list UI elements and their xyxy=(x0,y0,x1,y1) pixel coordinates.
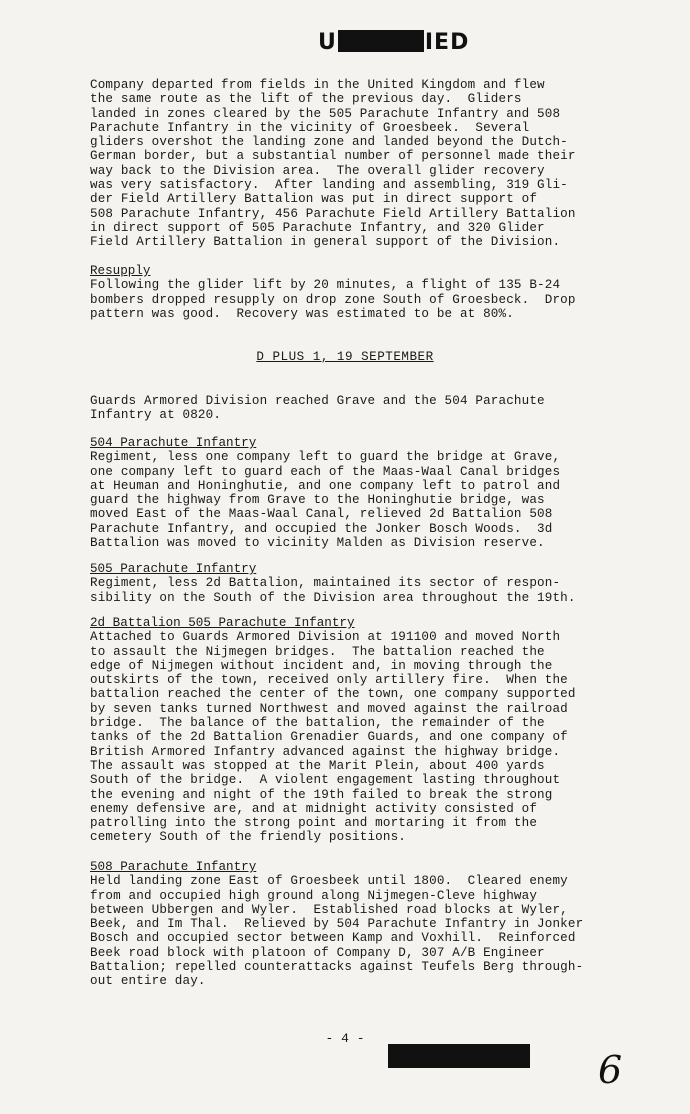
pi508-section: 508 Parachute Infantry Held landing zone East of Groesbeek until 1800. Cleared enemy from and occupied high ground along Nijmegen-Cleve highway between Ubbergen and Wyler. Established road blocks at Wyler, Beek, and Im Thal. Relieved by 504 Parachute Infantry in Jonker Bosch and occupied sector between Kamp and Voxhill. Reinforced Beek road block with platoon of Company D, 307 A/B Engineer Battalion; repelled counterattacks against Teufels Berg through- out entire day. xyxy=(90,860,630,989)
pi505-section: 505 Parachute Infantry Regiment, less 2d Battalion, maintained its sector of respon- sibility on the South of the Division area throughout the 19th. xyxy=(90,562,630,605)
intro-paragraph: Company departed from fields in the United Kingdom and flew the same route as the lift of the previous day. Gliders landed in zones cleared by the 505 Parachute Infantry and 508 Parachute Infantry in the vicinity of Groesbeek. Several gliders overshot the landing zone and landed beyond the Dutch- German border, but a substantial number of personnel made their way back to the Division area. The overall glider recovery was very satisfactory. After landing and assembling, 319 Gli- der Field Artillery Battalion was put in direct support of 508 Parachute Infantry, 456 Parachute Field Artillery Battalion in direct support of 505 Parachute Infantry, and 320 Glider Field Artillery Battalion in general support of the Division. xyxy=(90,78,576,250)
day-heading: D PLUS 1, 19 SEPTEMBER xyxy=(256,350,434,364)
page-number: - 4 - xyxy=(325,1031,365,1046)
section-heading: 508 Parachute Infantry xyxy=(90,860,257,874)
section-heading: 2d Battalion 505 Parachute Infantry xyxy=(90,616,355,630)
guards-paragraph: Guards Armored Division reached Grave and the 504 Parachute Infantry at 0820. xyxy=(90,394,545,423)
section-heading: Resupply xyxy=(90,264,151,278)
bn2-section: 2d Battalion 505 Parachute Infantry Attached to Guards Armored Division at 191100 and moved North to assault the Nijmegen bridges. The battalion reached the edge of Nijmegen without incident and, in moving through the outskirts of the town, received only artillery fire. When the battalion reached the center of the town, one company supported by seven tanks turned Northwest and moved against the railroad bridge. The balance of the battalion, the remainder of the tanks of the 2d Battalion Grenadier Guards, and one company of British Armored Infantry advanced against the highway bridge. The assault was stopped at the Marit Plein, about 400 yards South of the bridge. A violent engagement lasting throughout the evening and night of the 19th failed to break the strong enemy defensive are, and at midnight activity consisted of patrolling into the strong point and mortaring it from the cemetery South of the friendly positions. xyxy=(90,616,630,845)
handwritten-page-number: 6 xyxy=(598,1048,623,1092)
section-heading: 504 Parachute Infantry xyxy=(90,436,257,450)
stamp-redaction xyxy=(338,30,424,52)
section-heading: 505 Parachute Infantry xyxy=(90,562,257,576)
classification-stamp: U IED xyxy=(318,30,470,55)
resupply-section: Resupply Following the glider lift by 20 minutes, a flight of 135 B-24 bombers dropped resupply on drop zone South of Groesbeck. Drop pattern was good. Recovery was estimated to be at 80%. xyxy=(90,264,630,321)
redaction-bar xyxy=(388,1044,530,1068)
pi504-section: 504 Parachute Infantry Regiment, less one company left to guard the bridge at Grave, one company left to guard each of the Maas-Waal Canal bridges at Heuman and Honinghutie, and one company left to patrol and guard the highway from Grave to the Honinghutie bridge, was moved East of the Maas-Waal Canal, relieved 2d Battalion 508 Parachute Infantry, and occupied the Jonker Bosch Woods. 3d Battalion was moved to vicinity Malden as Division reserve. xyxy=(90,436,630,550)
